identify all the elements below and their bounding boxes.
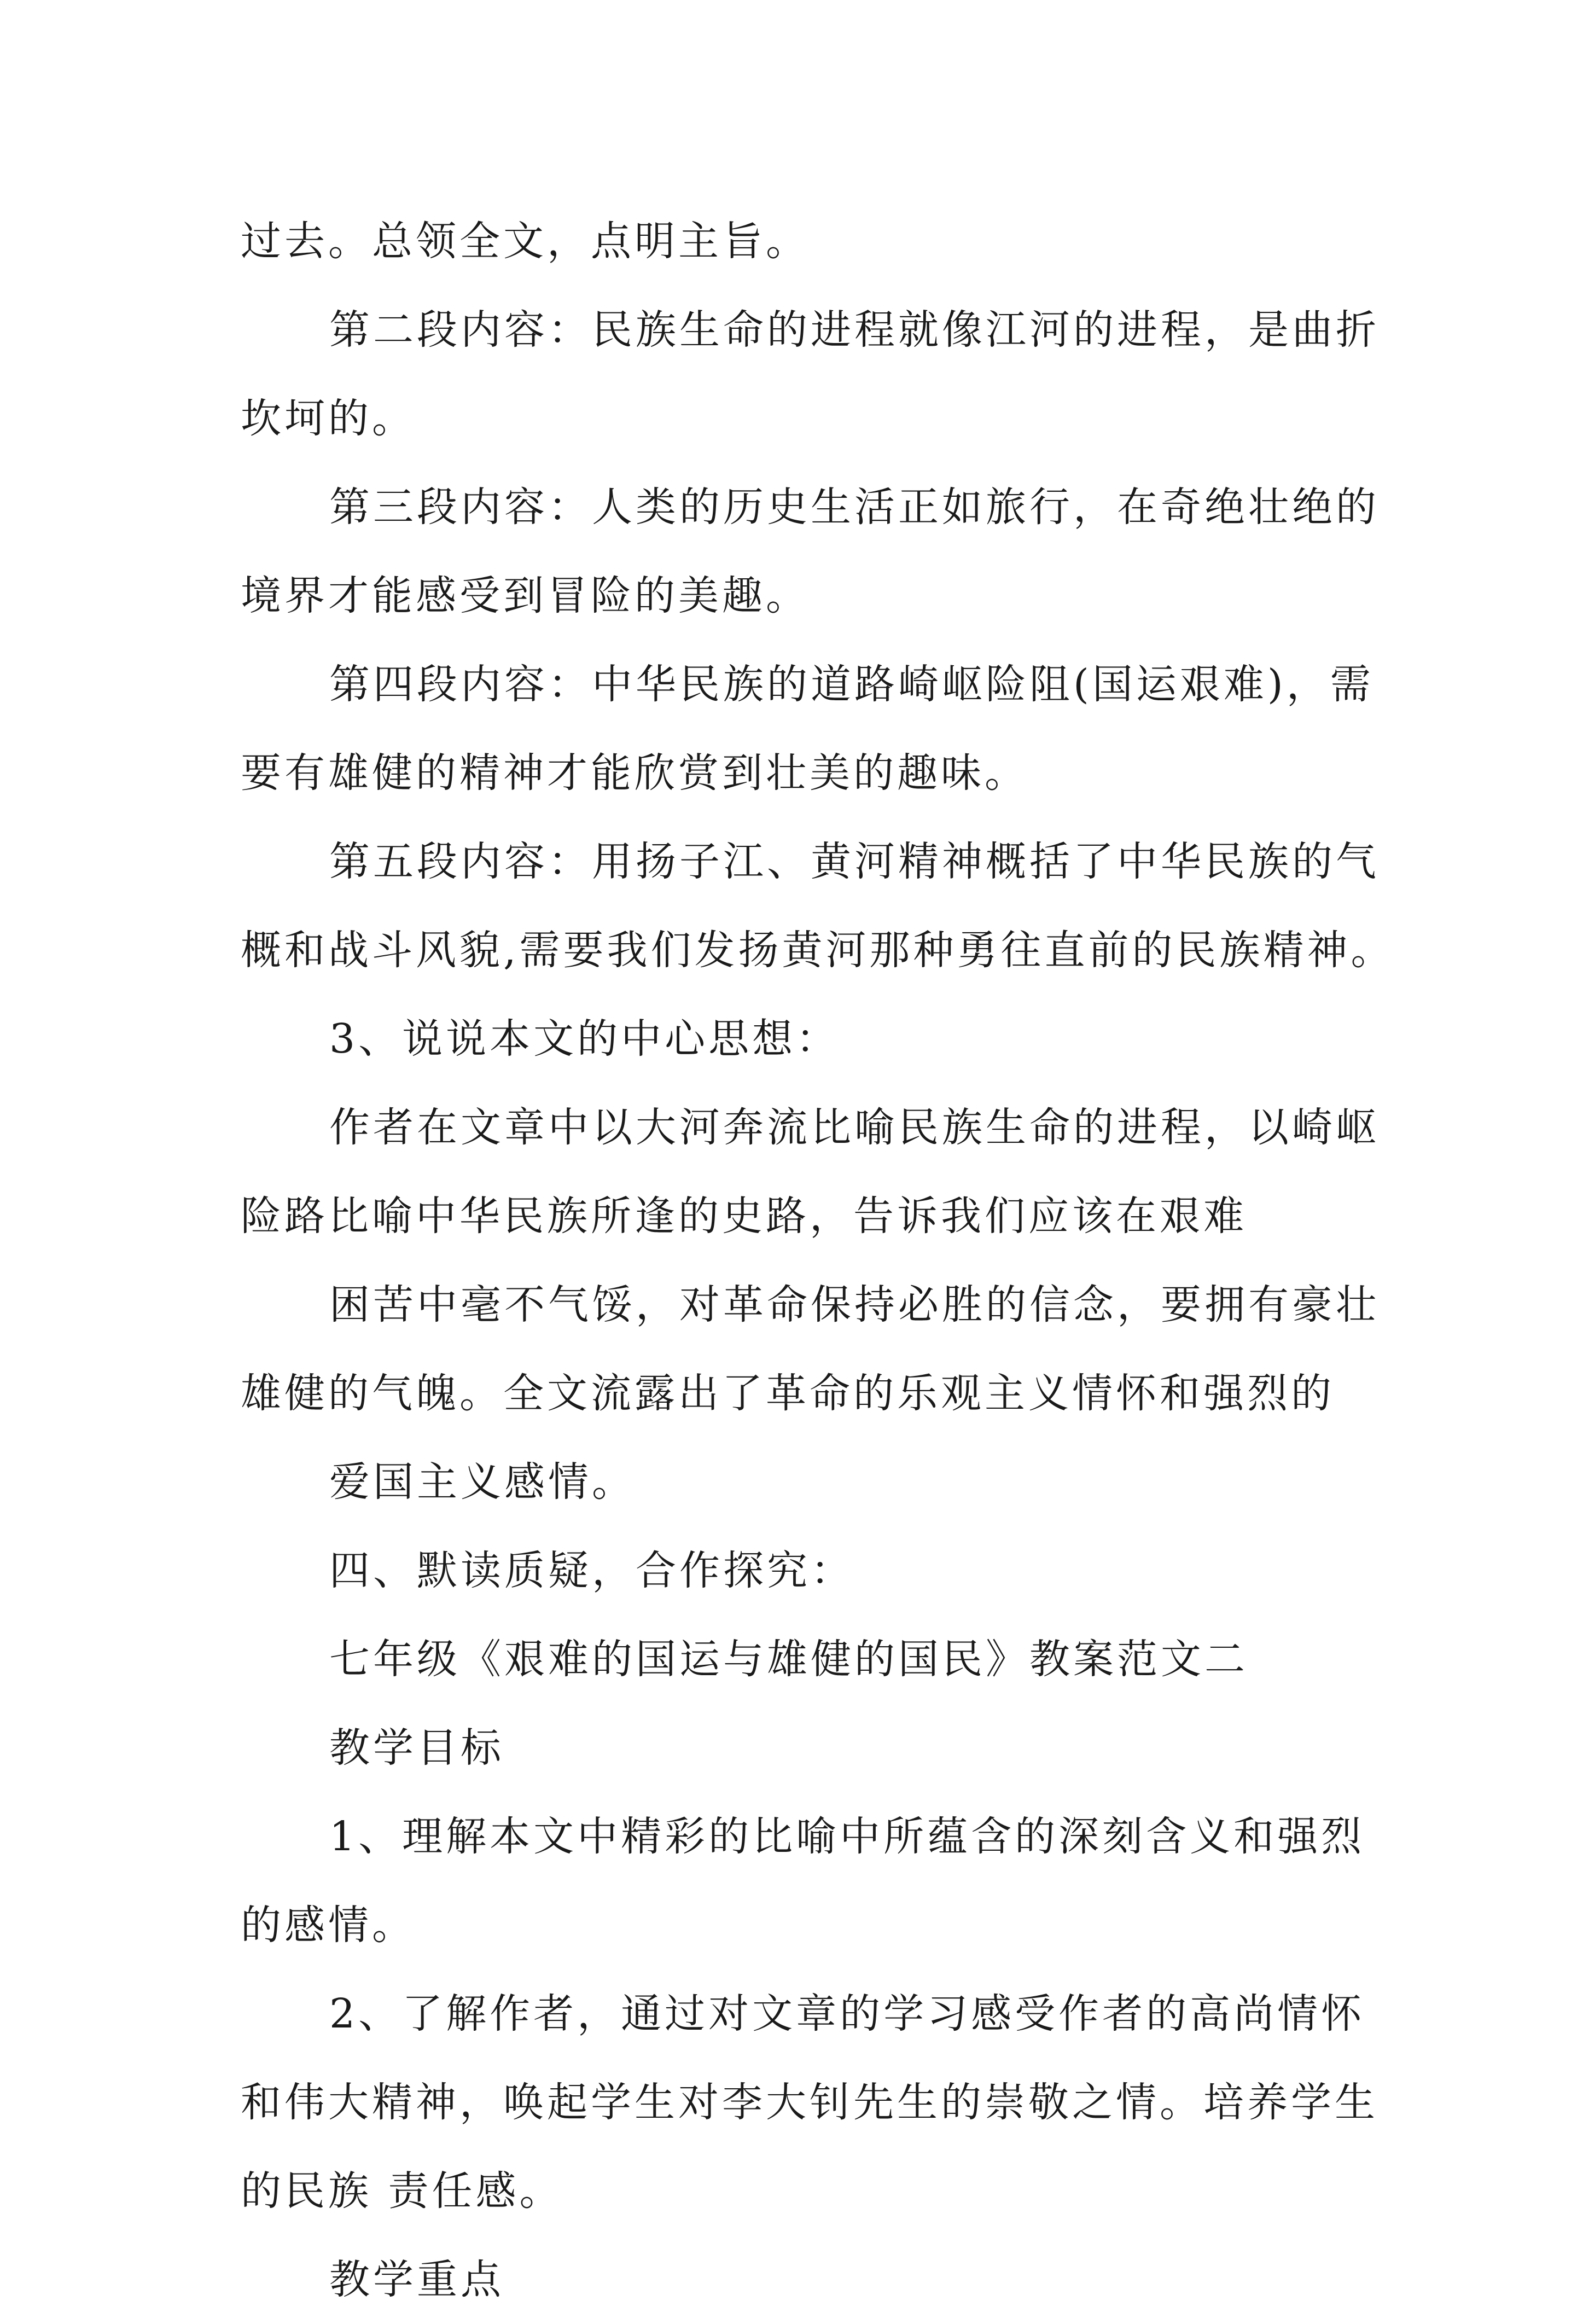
text-line: 坎坷的。 bbox=[241, 395, 416, 442]
text-line: 作者在文章中以大河奔流比喻民族生命的进程，以崎岖 bbox=[329, 1104, 1380, 1151]
text-line: 教学重点 bbox=[329, 2256, 504, 2303]
document-body bbox=[241, 197, 1395, 2324]
text-line: 爱国主义感情。 bbox=[329, 1459, 636, 1506]
text-line: 的感情。 bbox=[241, 1902, 416, 1949]
text-line: 雄健的气魄。全文流露出了革命的乐观主义情怀和强烈的 bbox=[241, 1370, 1335, 1417]
text-line: 和伟大精神，唤起学生对李大钊先生的崇敬之情。培养学生 bbox=[241, 2079, 1378, 2126]
text-line: 要有雄健的精神才能欣赏到壮美的趣味。 bbox=[241, 750, 1028, 797]
text-line: 第二段内容：民族生命的进程就像江河的进程，是曲折 bbox=[329, 306, 1380, 353]
text-line: 四、默读质疑，合作探究： bbox=[329, 1547, 854, 1594]
text-line: 3、说说本文的中心思想： bbox=[329, 1015, 840, 1062]
text-line: 境界才能感受到冒险的美趣。 bbox=[241, 572, 810, 619]
text-line: 1、理解本文中精彩的比喻中所蕴含的深刻含义和强烈 bbox=[329, 1813, 1365, 1860]
text-line: 第四段内容：中华民族的道路崎岖险阻(国运艰难)，需 bbox=[329, 661, 1374, 708]
text-line: 概和战斗风貌,需要我们发扬黄河那种勇往直前的民族精神。 bbox=[241, 927, 1395, 974]
text-line: 过去。总领全文，点明主旨。 bbox=[241, 218, 810, 265]
text-line: 的民族 责任感。 bbox=[241, 2168, 563, 2215]
text-line: 困苦中毫不气馁，对革命保持必胜的信念，要拥有豪壮 bbox=[329, 1281, 1380, 1328]
text-line: 第五段内容：用扬子江、黄河精神概括了中华民族的气 bbox=[329, 838, 1380, 885]
text-line: 第三段内容：人类的历史生活正如旅行，在奇绝壮绝的 bbox=[329, 484, 1380, 531]
text-line: 2、了解作者，通过对文章的学习感受作者的高尚情怀 bbox=[329, 1990, 1365, 2037]
text-line: 险路比喻中华民族所逢的史路，告诉我们应该在艰难 bbox=[241, 1193, 1247, 1240]
text-line: 七年级《艰难的国运与雄健的国民》教案范文二 bbox=[329, 1636, 1248, 1683]
text-line: 教学目标 bbox=[329, 1724, 504, 1771]
